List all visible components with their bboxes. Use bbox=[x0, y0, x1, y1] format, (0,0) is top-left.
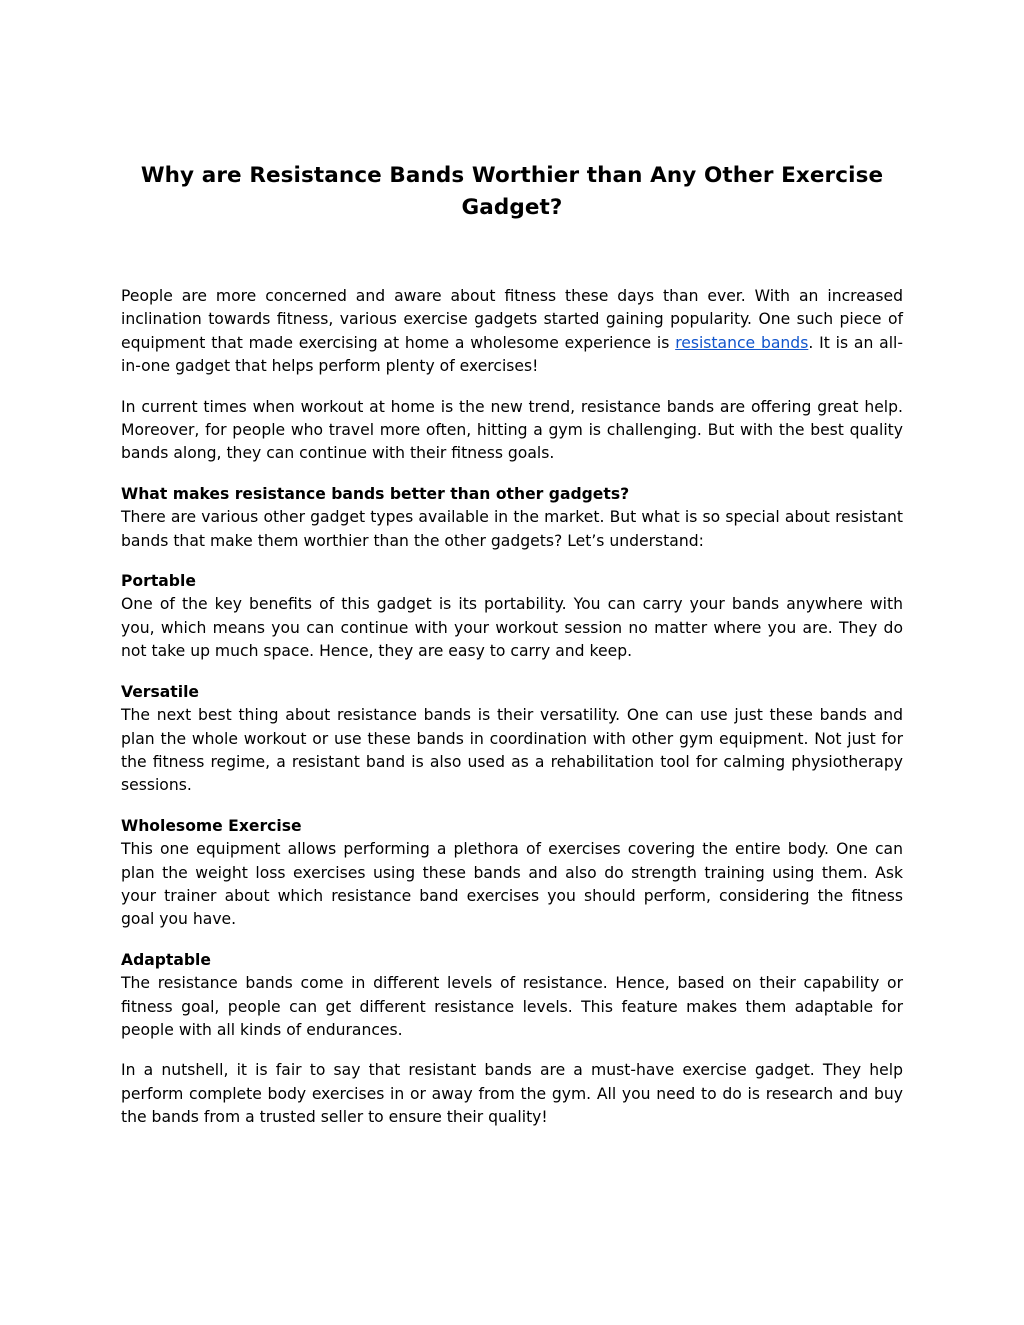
section-heading: Wholesome Exercise bbox=[121, 816, 302, 835]
section-body: The next best thing about resistance bands is their versatility. One can use just these bands and plan the whole workout or use these bands in coordination with other gym equipment. Not just for the fitness regime, a resistant band is also used as a rehabilitation tool for calming physiotherapy sessions. bbox=[121, 706, 903, 795]
page-title: Why are Resistance Bands Worthier than Any Other Exercise Gadget? bbox=[140, 163, 884, 220]
section-versatile bbox=[121, 681, 903, 798]
section-body: There are various other gadget types available in the market. But what is so special about resistant bands that make them worthier than the other gadgets? Let’s understand: bbox=[121, 508, 903, 550]
section-heading: Adaptable bbox=[121, 950, 211, 969]
section-heading: What makes resistance bands better than other gadgets? bbox=[121, 484, 630, 503]
intro-paragraph bbox=[121, 285, 903, 379]
document-page bbox=[121, 160, 903, 1147]
section-adaptable bbox=[121, 949, 903, 1043]
section-body: This one equipment allows performing a plethora of exercises covering the entire body. One can plan the weight loss exercises using these bands and also do strength training using them. Ask your trainer about which resistance band exercises you should perform, considering the fitness goal you have. bbox=[121, 840, 903, 929]
section-body: One of the key benefits of this gadget is its portability. You can carry your bands anywhere with you, which means you can continue with your workout session no matter where you are. They do not take up much space. Hence, they are easy to carry and keep. bbox=[121, 595, 903, 661]
section-portable bbox=[121, 570, 903, 664]
section-better-than-others bbox=[121, 483, 903, 553]
intro-text-after-link: . It is an all-in-one gadget that helps perform plenty of exercises! bbox=[121, 333, 903, 376]
section-heading: Versatile bbox=[121, 682, 200, 701]
conclusion-paragraph: In a nutshell, it is fair to say that resistant bands are a must-have exercise gadget. They help perform complete body exercises in or away from the gym. All you need to do is research and buy the bands from a trusted seller to ensure their quality! bbox=[121, 1061, 903, 1127]
section-heading: Portable bbox=[121, 572, 196, 591]
section-body: The resistance bands come in different levels of resistance. Hence, based on their capability or fitness goal, people can get different resistance levels. This feature makes them adaptable for people with all kinds of endurances. bbox=[121, 974, 903, 1039]
section-wholesome-exercise bbox=[121, 815, 903, 932]
workout-at-home-paragraph: In current times when workout at home is the new trend, resistance bands are offering great help. Moreover, for people who travel more often, hitting a gym is challenging. But with the best quality bands along, they can continue with their fitness goals. bbox=[121, 397, 903, 463]
intro-text-before-link: People are more concerned and aware about fitness these days than ever. With an increased inclination towards fitness, various exercise gadgets started gaining popularity. One such piece of equipment that made exercising at home a wholesome experience is bbox=[121, 287, 903, 352]
resistance-bands-link[interactable]: resistance bands bbox=[675, 333, 809, 352]
